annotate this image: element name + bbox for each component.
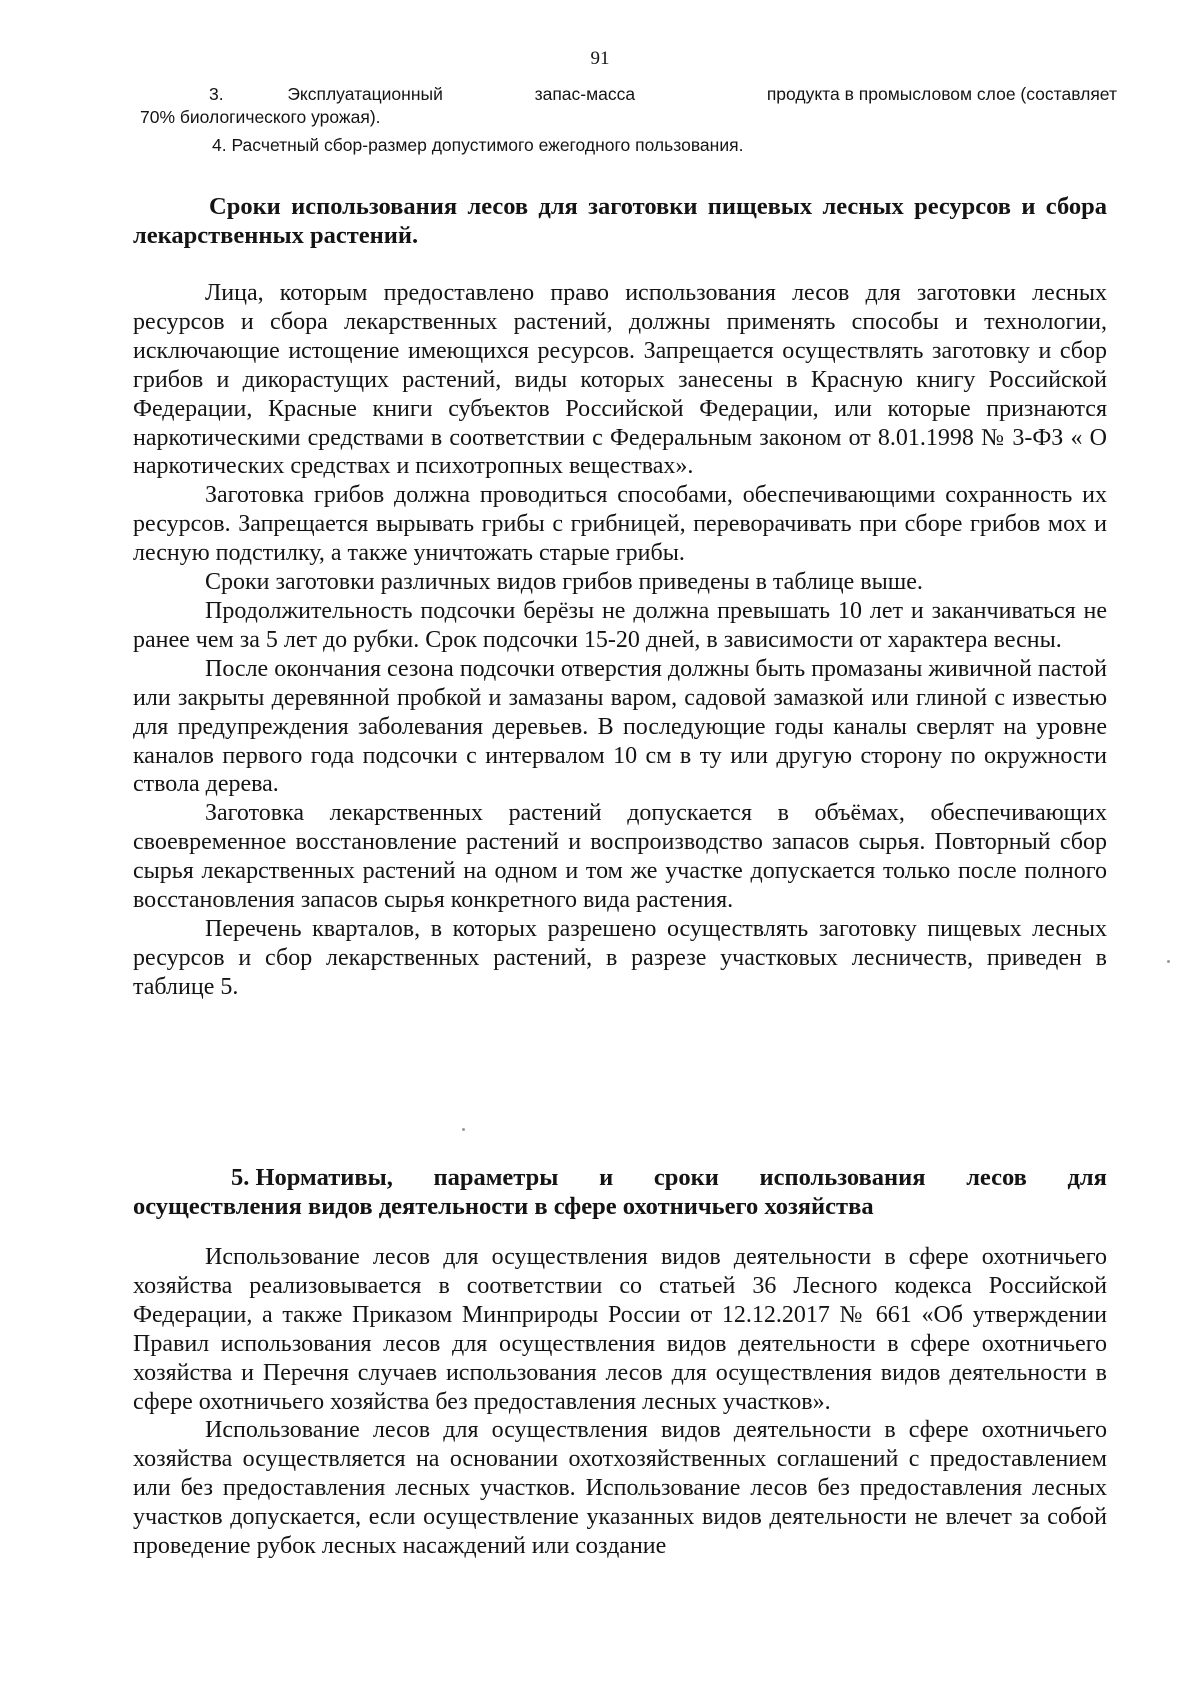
paragraph: Использование лесов для осуществления видов деятельности в сфере охотничьего хозяйства реализовывается в соответствии со статьей 36 Лесного кодекса Российской Федерации, а также Приказом Минприроды России от 12.12.2017 № 661 «Об утверждении Правил использования лесов для осуществления видов деятельности в сфере охотничьего хозяйства и Перечня случаев использования лесов для осуществления видов деятельности в сфере охотничьего хозяйства без предоставления лесных участков». xyxy=(133,1244,1107,1415)
section-heading-harvest: Сроки использования лесов для заготовки пищевых лесных ресурсов и сбора лекарственных растений. xyxy=(133,193,1107,249)
scan-speck xyxy=(1167,960,1170,963)
paragraph: Заготовка грибов должна проводиться способами, обеспечивающими сохранность их ресурсов. Запрещается вырывать грибы с грибницей, переворачивать при сборе грибов мох и лесную подстилку, а также уничтожать старые грибы. xyxy=(133,482,1107,567)
list-item-3-part-b: запас-масса xyxy=(534,84,636,104)
section-body-hunting xyxy=(133,1243,1107,1561)
paragraph: Лица, которым предоставлено право использования лесов для заготовки лесных ресурсов и сбора лекарственных растений, должны применять способы и технологии, исключающие истощение имеющихся ресурсов. Запрещается осуществлять заготовку и сбор грибов и дикорастущих растений, виды которых занесены в Красную книгу Российской Федерации, Красные книги субъектов Российской Федерации, или которые признаются наркотическими средствами в соответствии с Федеральным законом от 8.01.1998 № 3-ФЗ « О наркотических средствах и психотропных веществах». xyxy=(133,280,1107,480)
list-item-3-number: 3. xyxy=(209,84,224,104)
paragraph: Перечень кварталов, в которых разрешено осуществлять заготовку пищевых лесных ресурсов и сбор лекарственных растений, в разрезе участковых лесничеств, приведен в таблице 5. xyxy=(133,915,1107,1000)
list-item-3-continuation: 70% биологического урожая). xyxy=(140,107,381,127)
section-heading-hunting-line-1 xyxy=(133,1163,1107,1192)
page-number: 91 xyxy=(590,48,610,69)
paragraph: Заготовка лекарственных растений допускается в объёмах, обеспечивающих своевременное восстановление растений и воспроизводство запасов сырья. Повторный сбор сырья лекарственных растений на одном и том же участке допускается только после полного восстановления запасов сырья конкретного вида растения. xyxy=(133,800,1107,914)
heading-word: и xyxy=(599,1164,614,1191)
section-body-harvest xyxy=(133,279,1107,1002)
heading-word: 5. Нормативы, xyxy=(231,1164,393,1191)
list-item-3 xyxy=(209,83,1117,105)
heading-word: использования xyxy=(759,1164,926,1191)
paragraph: После окончания сезона подсочки отверстия должны быть промазаны живичной пастой или закрыты деревянной пробкой и замазаны варом, садовой замазкой или глиной с известью для предупреждения заболевания деревьев. В последующие годы каналы сверлят на уровне каналов первого года подсочки с интервалом 10 см в ту или другую сторону по окружности ствола дерева. xyxy=(133,655,1107,798)
heading-word: сроки xyxy=(653,1164,719,1191)
list-item-3-part-c: продукта в промысловом слое (составляет xyxy=(766,84,1117,104)
paragraph: Продолжительность подсочки берёзы не должна превышать 10 лет и заканчиваться не ранее чем за 5 лет до рубки. Срок подсочки 15-20 дней, в зависимости от характера весны. xyxy=(133,597,1107,653)
scan-speck xyxy=(462,1128,465,1131)
heading-word: лесов xyxy=(966,1164,1027,1191)
heading-word: для xyxy=(1067,1164,1107,1191)
paragraph: Сроки заготовки различных видов грибов приведены в таблице выше. xyxy=(205,569,923,596)
section-heading-hunting-line-2: осуществления видов деятельности в сфере охотничьего хозяйства xyxy=(133,1193,874,1220)
paragraph: Использование лесов для осуществления видов деятельности в сфере охотничьего хозяйства осуществляется на основании охотхозяйственных соглашений с предоставлением или без предоставления лесных участков. Использование лесов без предоставления лесных участков допускается, если осуществление указанных видов деятельности не влечет за собой проведение рубок лесных насаждений или создание xyxy=(133,1417,1107,1560)
section-heading-hunting xyxy=(133,1163,1107,1221)
list-item-4: 4. Расчетный сбор-размер допустимого ежегодного пользования. xyxy=(212,135,744,155)
list-item-3-part-a: Эксплуатационный xyxy=(287,84,443,104)
heading-word: параметры xyxy=(433,1164,559,1191)
